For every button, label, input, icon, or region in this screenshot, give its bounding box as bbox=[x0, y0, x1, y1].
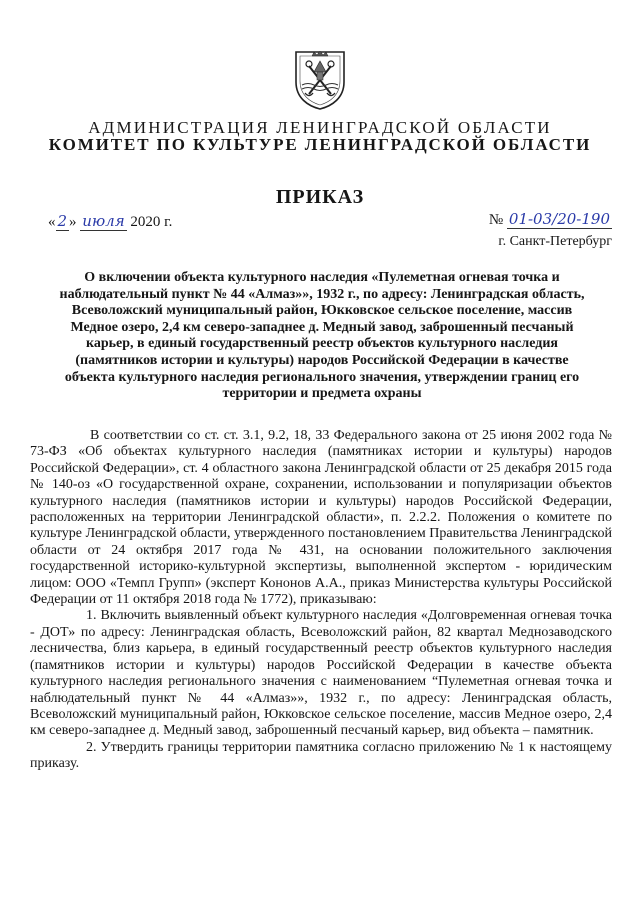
date-month: июля bbox=[82, 212, 125, 230]
leningrad-oblast-coat-of-arms-icon bbox=[290, 48, 350, 110]
organization-line-1: АДМИНИСТРАЦИЯ ЛЕНИНГРАДСКОЙ ОБЛАСТИ bbox=[88, 118, 552, 137]
date-year: 2020 г. bbox=[130, 214, 173, 230]
date-day: 2 bbox=[57, 212, 68, 230]
city-name: г. Санкт-Петербург bbox=[498, 234, 612, 249]
order-item-1: 1. Включить выявленный объект культурного наследия «Долговременная огневая точка - ДОТ» по адресу: Ленинградская область, Всеволожский район, 82 квартал Меднозаводского лесничества, близ карьера, в единый государственный реестр объектов культурного наследия (памятников истории и культуры) народов Российской Федерации в качестве объекта культурного наследия регионального значения с наименованием “Пулеметная огневая точка и наблюдательный пункт № 44 «Алмаз»», 1932 г., по адресу: Ленинградская область, Всеволожский муниципальный район, Юкковское сельское поселение, массив Медное озеро, 2,4 км северо-западнее д. Медный завод, заброшенный песчаный карьер, вид объекта – памятник. bbox=[30, 608, 612, 739]
number-value: 01-03/20-190 bbox=[508, 210, 610, 228]
document-number bbox=[489, 210, 612, 229]
organization-line-2: КОМИТЕТ ПО КУЛЬТУРЕ ЛЕНИНГРАДСКОЙ ОБЛАСТИ bbox=[48, 135, 592, 154]
document-subject: О включении объекта культурного наследия «Пулеметная огневая точка и наблюдательный пункт № 44 «Алмаз»», 1932 г., по адресу: Ленинградская область, Всеволожский муниципальный район, Юкковское сельское поселение, массив Медное озеро, 2,4 км северо-западнее д. Медный завод, заброшенный песчаный карьер, в единый государственный реестр объектов культурного наследия (памятников истории и культуры) народов Российской Федерации в качестве объекта культурного наследия регионального значения, утверждении границ его территории и предмета охраны bbox=[59, 270, 585, 402]
preamble-paragraph: В соответствии со ст. ст. 3.1, 9.2, 18, 33 Федерального закона от 25 июня 2002 года № 73-ФЗ «Об объектах культурного наследия (памятниках истории и культуры) народов Российской Федерации», ст. 4 областного закона Ленинградской области от 25 декабря 2015 года № 140-оз «О государственной охране, сохранении, использовании и популяризации объектов культурного наследия (памятников истории и культуры) народов Российской Федерации, расположенных на территории Ленинградской области», п. 2.2.2. Положения о комитете по культуре Ленинградской области, утвержденного постановлением Правительства Ленинградской области от 24 октября 2017 года № 431, на основании положительного заключения государственной историко-культурной экспертизы, выполненной экспертом - юридическим лицом: ООО «Темпл Групп» (эксперт Кононов А.А., приказ Министерства культуры Российской Федерации от 11 октября 2018 года № 1772), приказываю: bbox=[30, 428, 612, 608]
date-close-quote: » bbox=[69, 214, 77, 230]
document-body bbox=[30, 428, 612, 773]
document-date bbox=[48, 212, 172, 231]
order-item-2: 2. Утвердить границы территории памятника согласно приложению № 1 к настоящему приказу. bbox=[30, 739, 612, 772]
date-open-quote: « bbox=[48, 214, 56, 230]
number-prefix: № bbox=[488, 212, 504, 228]
document-title: ПРИКАЗ bbox=[275, 186, 365, 208]
